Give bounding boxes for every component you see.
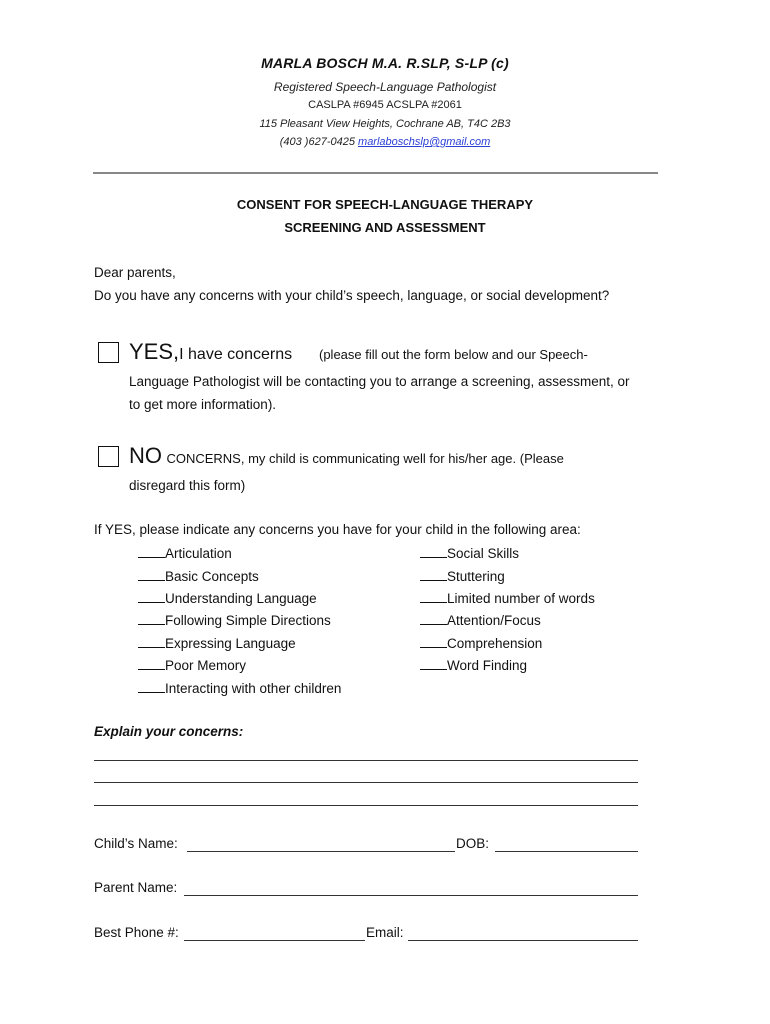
concern-label: Understanding Language <box>165 591 317 606</box>
concern-label: Stuttering <box>447 569 505 584</box>
concern-blank[interactable] <box>420 545 447 558</box>
yes-note-line2: Language Pathologist will be contacting you to arrange a screening, assessment, or <box>129 374 630 389</box>
concern-blank[interactable] <box>138 635 165 648</box>
parent-name-field[interactable] <box>184 895 638 896</box>
concern-blank[interactable] <box>138 612 165 625</box>
no-word: NO <box>129 443 162 468</box>
concern-blank[interactable] <box>138 657 165 670</box>
concern-blank[interactable] <box>138 568 165 581</box>
no-rest-text: , my child is communicating well for his/her age. (Please <box>240 451 564 466</box>
concern-label: Basic Concepts <box>165 569 259 584</box>
dob-label: DOB: <box>456 836 490 851</box>
greeting: Dear parents, <box>94 265 176 280</box>
yes-note: (please fill out the form below and our Speech- <box>319 347 588 362</box>
practitioner-name: MARLA BOSCH M.A. R.SLP, S-LP (c) <box>261 55 509 71</box>
concern-label: Poor Memory <box>165 658 247 673</box>
contact-email-link[interactable]: marlaboschslp@gmail.com <box>358 136 491 148</box>
concern-label: Limited number of words <box>447 591 595 606</box>
no-note-line2: disregard this form) <box>129 478 246 493</box>
no-concerns-word: CONCERNS <box>166 451 241 466</box>
concern-item-social-skills <box>420 545 519 561</box>
concern-blank[interactable] <box>420 590 447 603</box>
concern-blank[interactable] <box>420 657 447 670</box>
phone-label: Best Phone #: <box>94 925 179 940</box>
form-title-line1: CONSENT FOR SPEECH-LANGUAGE THERAPY <box>236 197 534 212</box>
practitioner-title: Registered Speech-Language Pathologist <box>273 80 497 94</box>
intro-question: Do you have any concerns with your child’s speech, language, or social development? <box>94 288 610 303</box>
child-name-field[interactable] <box>187 851 455 852</box>
yes-medium-text: I have concerns <box>179 346 293 363</box>
concern-blank[interactable] <box>420 635 447 648</box>
no-checkbox[interactable] <box>98 446 119 467</box>
yes-word: YES, <box>129 339 180 364</box>
concern-item-understanding-language <box>138 590 317 606</box>
contact-phone: (403 )627-0425 <box>279 136 355 148</box>
explain-line-1[interactable] <box>94 760 638 761</box>
concern-blank[interactable] <box>138 590 165 603</box>
concern-item-limited-words <box>420 590 595 606</box>
practice-address: 115 Pleasant View Heights, Cochrane AB, T4C 2B3 <box>259 118 511 130</box>
explain-line-3[interactable] <box>94 805 638 806</box>
concern-label: Articulation <box>165 546 232 561</box>
concern-label: Attention/Focus <box>447 613 541 628</box>
contact-line <box>0 136 770 148</box>
concern-item-following-directions <box>138 612 331 628</box>
concern-item-basic-concepts <box>138 568 259 584</box>
yes-note-line3: to get more information). <box>129 397 277 412</box>
concern-item-poor-memory <box>138 657 246 673</box>
explain-line-2[interactable] <box>94 782 638 783</box>
concern-item-attention <box>420 612 541 628</box>
no-option-label <box>129 443 564 469</box>
concern-blank[interactable] <box>138 545 165 558</box>
parent-name-label: Parent Name: <box>94 880 178 895</box>
concern-label: Comprehension <box>447 636 543 651</box>
explain-label: Explain your concerns: <box>94 724 244 739</box>
concern-item-stuttering <box>420 568 505 584</box>
concern-item-expressing-language <box>138 635 296 651</box>
concern-blank[interactable] <box>420 568 447 581</box>
concern-label: Interacting with other children <box>165 681 342 696</box>
concern-item-interacting <box>138 680 341 696</box>
form-title-line2: SCREENING AND ASSESSMENT <box>284 220 486 235</box>
yes-checkbox[interactable] <box>98 342 119 363</box>
email-field[interactable] <box>408 940 638 941</box>
concern-label: Following Simple Directions <box>165 613 331 628</box>
concern-item-word-finding <box>420 657 527 673</box>
concern-blank[interactable] <box>138 680 165 693</box>
registration-numbers: CASLPA #6945 ACSLPA #2061 <box>308 99 462 111</box>
concern-item-articulation <box>138 545 232 561</box>
child-name-label: Child’s Name: <box>94 836 178 851</box>
concern-label: Social Skills <box>447 546 520 561</box>
header-divider <box>93 172 658 174</box>
concerns-prompt: If YES, please indicate any concerns you have for your child in the following area: <box>94 522 581 537</box>
yes-option-label <box>129 339 292 365</box>
email-label: Email: <box>366 925 404 940</box>
concern-label: Expressing Language <box>165 636 296 651</box>
concern-item-comprehension <box>420 635 542 651</box>
concern-label: Word Finding <box>447 658 528 673</box>
phone-field[interactable] <box>184 940 365 941</box>
concern-blank[interactable] <box>420 612 447 625</box>
dob-field[interactable] <box>495 851 638 852</box>
